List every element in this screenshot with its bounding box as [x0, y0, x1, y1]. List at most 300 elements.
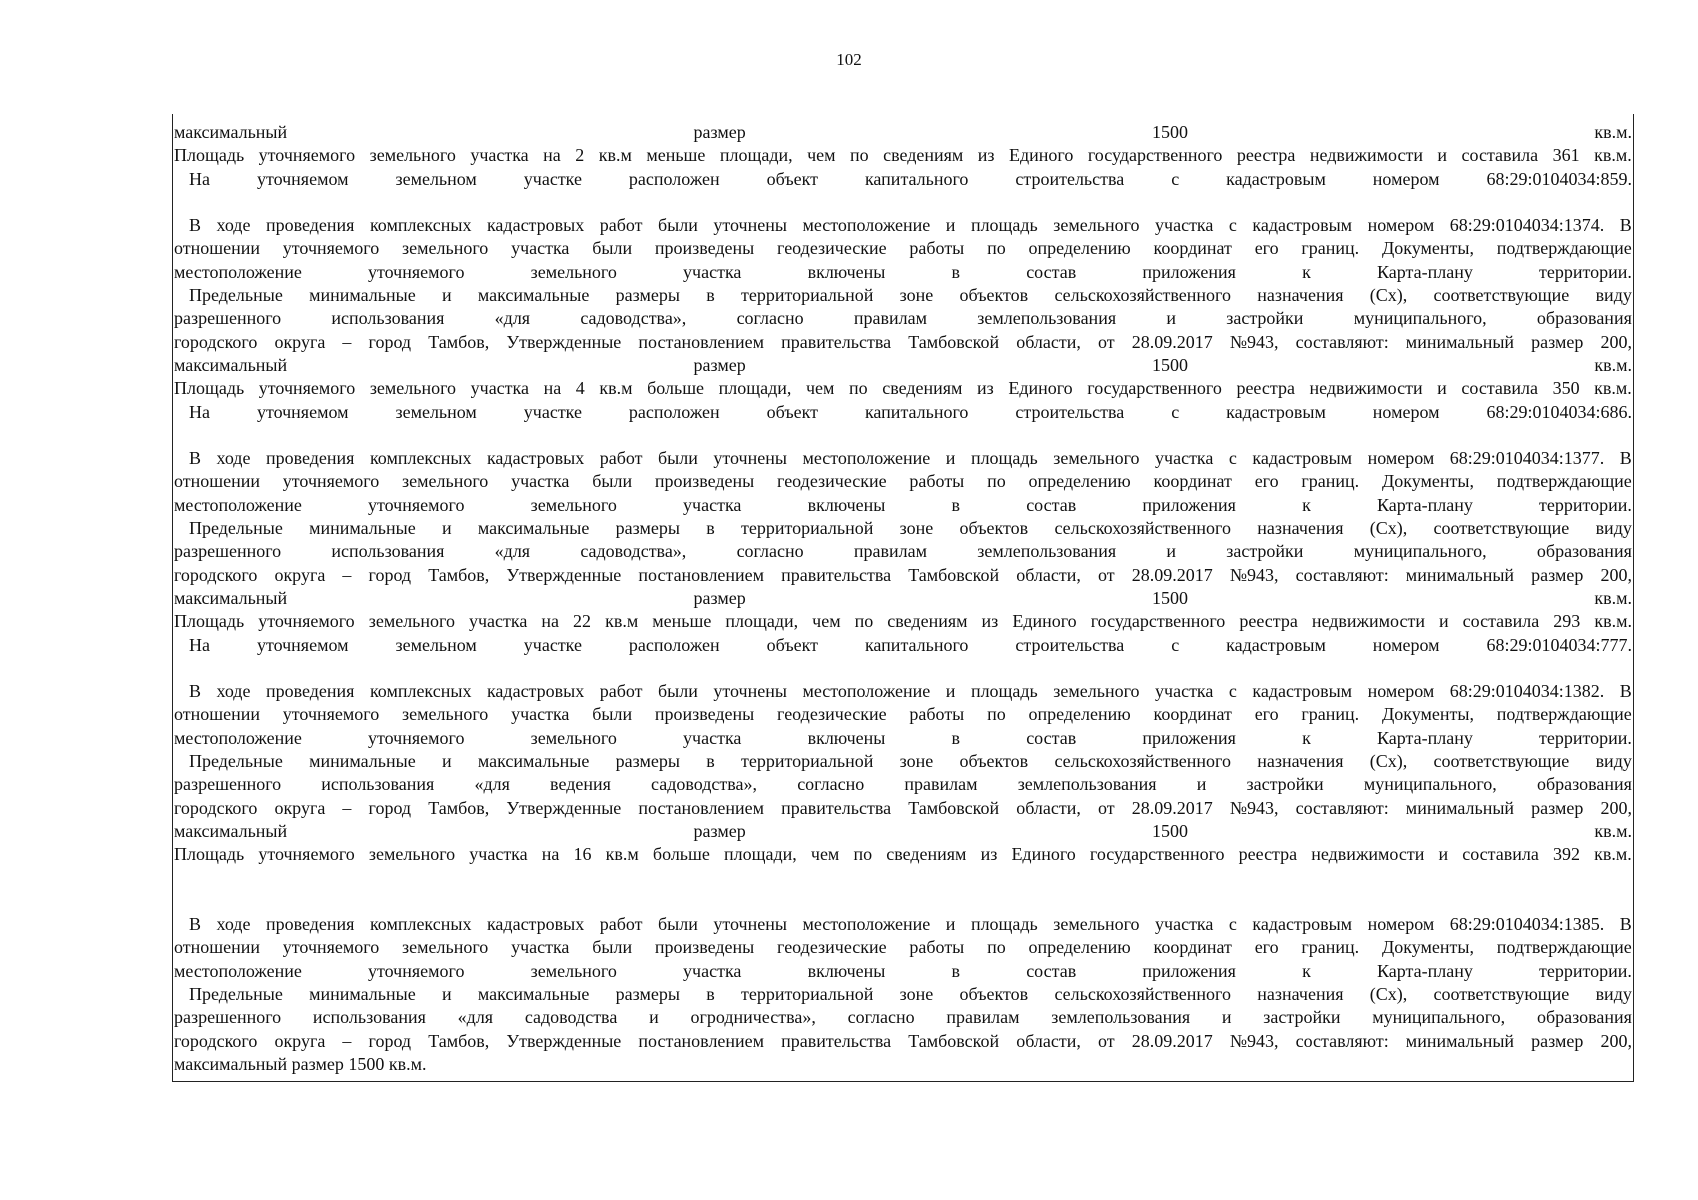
word: согласно: [847, 1007, 915, 1028]
word: «для: [494, 541, 531, 562]
word: правительства: [781, 331, 892, 352]
word: были: [658, 914, 698, 935]
word: земельного: [368, 611, 455, 632]
word: с: [1171, 168, 1180, 189]
word: Утвержденные: [506, 1030, 622, 1051]
word: 28.09.2017: [1131, 564, 1213, 585]
word: государственного: [1087, 378, 1222, 399]
word: по: [854, 611, 874, 632]
word: с: [1171, 401, 1180, 422]
word: ходе: [216, 448, 251, 469]
word: землепользования: [1017, 774, 1157, 795]
text-line: [174, 936, 1632, 959]
word: городского: [174, 797, 258, 818]
word: кадастровых: [486, 681, 585, 702]
word: из: [981, 611, 999, 632]
word: кадастровым: [1226, 634, 1326, 655]
word: его: [1254, 471, 1279, 492]
word: работ: [599, 681, 643, 702]
word: проведения: [265, 448, 355, 469]
word: разрешенного: [174, 1007, 282, 1028]
word: Предельные: [189, 285, 283, 306]
word: размер: [1531, 1030, 1584, 1051]
word: земельного: [1053, 215, 1140, 236]
word: муниципального,: [1353, 541, 1487, 562]
word: на: [541, 611, 560, 632]
word: размер: [693, 820, 746, 841]
word: земельного: [402, 471, 489, 492]
word: В: [189, 448, 202, 469]
word: из: [980, 844, 998, 865]
word: максимальный: [174, 587, 288, 608]
word: 1500: [1152, 354, 1189, 375]
word: Предельные: [189, 518, 283, 539]
text-line: [174, 401, 1632, 424]
word: кв.м: [598, 145, 632, 166]
word: Единого: [1011, 844, 1076, 865]
word: и: [649, 1007, 659, 1028]
word: составила: [1462, 611, 1540, 632]
word: по: [850, 145, 869, 166]
word: кв.м.: [1594, 378, 1632, 399]
word: уточняемого: [368, 727, 465, 748]
word: муниципального,: [1353, 308, 1487, 329]
word: Тамбовской: [908, 797, 1000, 818]
word: максимальный: [174, 122, 288, 142]
word: Тамбовской: [908, 564, 1000, 585]
word: минимальный: [1405, 564, 1515, 585]
word: земельного: [369, 378, 457, 399]
word: участка: [470, 145, 529, 166]
word: участка: [511, 471, 570, 492]
word: земельного: [530, 261, 617, 282]
word: по: [848, 378, 868, 399]
word: номером: [1367, 448, 1435, 469]
word: территории.: [1539, 960, 1632, 981]
word: площади,: [724, 844, 797, 865]
word: и: [1166, 308, 1176, 329]
word: сельскохозяйственного: [1054, 751, 1231, 772]
word: садоводства»,: [580, 308, 687, 329]
word: составила: [1461, 378, 1538, 399]
word: произведены: [654, 937, 755, 958]
word: размеры: [615, 518, 680, 539]
word: земельного: [1053, 914, 1140, 935]
word: координат: [1153, 704, 1232, 725]
word: 200,: [1600, 797, 1632, 818]
word: кадастровых: [486, 448, 585, 469]
word: уточняемом: [256, 168, 349, 189]
word: проведения: [265, 215, 355, 236]
word: границ.: [1301, 238, 1360, 259]
word: площадь: [970, 215, 1038, 236]
word: геодезические: [777, 471, 887, 492]
word: образования: [1536, 774, 1632, 795]
word: Тамбов,: [428, 331, 490, 352]
word: и: [1437, 378, 1447, 399]
word: садоводства»,: [651, 774, 758, 795]
word: уточняемого: [258, 378, 356, 399]
text-line: [174, 447, 1632, 470]
word: В: [1619, 681, 1632, 702]
word: государственного: [1090, 611, 1226, 632]
word: муниципального,: [1363, 774, 1497, 795]
word: участка: [683, 494, 742, 515]
text-line: [174, 564, 1632, 587]
word: размер: [1531, 564, 1584, 585]
text-line: [174, 843, 1632, 866]
word: сельскохозяйственного: [1054, 983, 1231, 1004]
word: соответствующие: [1433, 285, 1570, 306]
word: площади,: [719, 145, 793, 166]
word: по: [987, 471, 1006, 492]
word: отношении: [174, 937, 261, 958]
word: от: [1097, 564, 1115, 585]
word: Единого: [1008, 378, 1073, 399]
word: на: [543, 378, 562, 399]
word: –: [342, 331, 352, 352]
word: области,: [1016, 331, 1081, 352]
word: координат: [1153, 471, 1232, 492]
word: и: [1437, 145, 1448, 166]
word: назначения: [1257, 518, 1344, 539]
word: Документы,: [1381, 471, 1474, 492]
word: сведениям: [887, 611, 968, 632]
word: на: [541, 844, 560, 865]
word: работы: [909, 471, 965, 492]
word: его: [1254, 238, 1279, 259]
word: правительства: [781, 1030, 892, 1051]
word: номером: [1367, 914, 1435, 935]
word: Документы,: [1381, 238, 1474, 259]
word: и: [945, 914, 956, 935]
word: (Сх),: [1369, 518, 1408, 539]
word: 28.09.2017: [1131, 797, 1213, 818]
word: 361: [1552, 145, 1580, 166]
word: №943,: [1229, 1030, 1279, 1051]
word: 16: [573, 844, 592, 865]
word: «для: [494, 308, 531, 329]
word: уточнены: [713, 681, 787, 702]
word: зоне: [899, 751, 934, 772]
word: 68:29:0104034:1374.: [1449, 215, 1605, 236]
word: земельного: [368, 844, 456, 865]
word: максимальные: [477, 285, 590, 306]
word: зоне: [899, 518, 934, 539]
word: размер: [693, 354, 746, 375]
word: уточняемом: [256, 401, 349, 422]
word: и: [1438, 611, 1449, 632]
word: состав: [1026, 727, 1077, 748]
word: в: [706, 518, 715, 539]
word: разрешенного: [174, 308, 282, 329]
word: Площадь: [174, 145, 245, 166]
word: На: [189, 168, 210, 189]
word: по: [987, 238, 1006, 259]
word: размеры: [615, 751, 680, 772]
word: недвижимости: [1309, 145, 1423, 166]
word: (Сх),: [1369, 751, 1408, 772]
word: чем: [805, 378, 835, 399]
word: земельного: [530, 960, 617, 981]
word: кадастровым: [1252, 681, 1353, 702]
text-line: [174, 1006, 1632, 1029]
word: объект: [766, 168, 818, 189]
word: участке: [523, 168, 582, 189]
word: –: [342, 797, 352, 818]
word: соответствующие: [1433, 983, 1570, 1004]
word: с: [1228, 448, 1237, 469]
word: минимальные: [309, 983, 416, 1004]
word: координат: [1153, 238, 1232, 259]
word: произведены: [654, 704, 755, 725]
word: комплексных: [369, 914, 472, 935]
word: максимальный: [174, 354, 288, 375]
word: определению: [1028, 238, 1131, 259]
word: составляют:: [1295, 331, 1389, 352]
word: к: [1302, 494, 1311, 515]
word: Единого: [1009, 145, 1074, 166]
word: и: [945, 448, 956, 469]
text-line: [174, 470, 1632, 493]
word: работ: [599, 448, 643, 469]
paragraph-gap: [174, 424, 1632, 447]
word: произведены: [654, 238, 755, 259]
word: местоположение: [802, 448, 931, 469]
word: и: [945, 681, 956, 702]
word: землепользования: [977, 541, 1117, 562]
word: участка: [683, 727, 742, 748]
word: приложения: [1142, 261, 1236, 282]
word: участке: [523, 634, 582, 655]
word: максимальный: [174, 820, 288, 841]
word: по: [987, 937, 1006, 958]
word: границ.: [1301, 704, 1360, 725]
word: комплексных: [369, 681, 472, 702]
word: размер: [1531, 331, 1584, 352]
word: недвижимости: [1311, 611, 1425, 632]
word: номером: [1372, 168, 1440, 189]
word: 68:29:0104034:1377.: [1449, 448, 1605, 469]
text-line: [174, 540, 1632, 563]
word: образования: [1536, 1007, 1632, 1028]
word: 2: [575, 145, 585, 166]
word: уточняемого: [258, 611, 355, 632]
word: виду: [1595, 285, 1632, 306]
word: территориальной: [741, 983, 874, 1004]
word: местоположение: [174, 261, 302, 282]
word: произведены: [654, 471, 755, 492]
word: 350: [1552, 378, 1580, 399]
word: уточняемого: [282, 238, 380, 259]
word: границ.: [1301, 471, 1360, 492]
word: состав: [1026, 494, 1077, 515]
word: номером: [1367, 215, 1435, 236]
word: в: [951, 494, 961, 515]
word: виду: [1595, 983, 1632, 1004]
word: работ: [599, 914, 643, 935]
word: чем: [810, 844, 840, 865]
word: землепользования: [1051, 1007, 1191, 1028]
word: виду: [1595, 751, 1632, 772]
word: чем: [807, 145, 836, 166]
word: и: [441, 983, 452, 1004]
word: правительства: [781, 564, 892, 585]
word: включены: [807, 494, 886, 515]
word: сельскохозяйственного: [1054, 518, 1231, 539]
text-line: [174, 1030, 1632, 1053]
word: чем: [812, 611, 841, 632]
word: реестра: [1236, 378, 1295, 399]
word: Утвержденные: [506, 564, 622, 585]
word: минимальный: [1405, 331, 1515, 352]
word: Тамбовской: [908, 331, 1000, 352]
word: правилам: [853, 541, 927, 562]
word: кадастровых: [486, 215, 585, 236]
word: составляют:: [1295, 564, 1389, 585]
word: округа: [274, 797, 326, 818]
word: реестра: [1236, 145, 1296, 166]
word: ходе: [216, 681, 251, 702]
word: работ: [599, 215, 643, 236]
word: назначения: [1257, 285, 1344, 306]
word: к: [1302, 727, 1311, 748]
word: подтверждающие: [1496, 704, 1632, 725]
word: минимальные: [309, 518, 416, 539]
text-line: [174, 820, 1632, 843]
word: Тамбовской: [908, 1030, 1000, 1051]
word: земельного: [530, 494, 617, 515]
word: В: [189, 215, 202, 236]
word: и: [945, 215, 956, 236]
word: капитального: [864, 401, 969, 422]
word: земельного: [1053, 681, 1140, 702]
word: максимальные: [477, 518, 590, 539]
word: расположен: [628, 168, 720, 189]
word: размеры: [615, 983, 680, 1004]
word: садоводства: [524, 1007, 618, 1028]
word: включены: [807, 727, 886, 748]
text-line: [174, 960, 1632, 983]
word: уточняемого: [282, 704, 380, 725]
word: координат: [1153, 937, 1232, 958]
word: из: [977, 145, 995, 166]
word: области,: [1016, 797, 1081, 818]
word: 4: [575, 378, 585, 399]
word: Предельные: [189, 983, 283, 1004]
word: образования: [1536, 541, 1632, 562]
word: его: [1254, 937, 1279, 958]
word: уточняемого: [368, 960, 465, 981]
word: участка: [683, 960, 742, 981]
word: Карта-плану: [1377, 261, 1473, 282]
word: в: [706, 983, 715, 1004]
word: уточняемого: [368, 261, 465, 282]
word: правилам: [946, 1007, 1020, 1028]
word: максимальные: [477, 983, 590, 1004]
word: «для: [474, 774, 510, 795]
word: территориальной: [741, 285, 874, 306]
word: участка: [511, 238, 570, 259]
word: 1500: [1152, 820, 1189, 841]
text-line: [174, 144, 1632, 167]
word: уточняемом: [256, 634, 349, 655]
word: кадастровым: [1252, 215, 1353, 236]
word: подтверждающие: [1496, 471, 1632, 492]
word: площадь: [970, 448, 1038, 469]
word: постановлением: [638, 1030, 765, 1051]
word: минимальные: [309, 751, 416, 772]
word: использования: [312, 1007, 426, 1028]
word: к: [1302, 960, 1311, 981]
word: В: [189, 681, 202, 702]
word: кв.м.: [1594, 844, 1632, 865]
paragraph-block: [174, 214, 1632, 424]
word: в: [706, 285, 715, 306]
word: строительства: [1015, 634, 1125, 655]
text-line: [174, 331, 1632, 354]
word: реестра: [1239, 611, 1298, 632]
word: Площадь: [174, 844, 245, 865]
word: 200,: [1600, 1030, 1632, 1051]
text-line: [174, 680, 1632, 703]
word: уточняемого: [258, 145, 356, 166]
word: разрешенного: [174, 774, 282, 795]
word: размеры: [615, 285, 680, 306]
word: с: [1171, 634, 1180, 655]
word: участке: [523, 401, 582, 422]
word: кв.м.: [1594, 145, 1632, 166]
text-line: [174, 727, 1632, 750]
word: составляют:: [1295, 797, 1389, 818]
word: территории.: [1539, 261, 1632, 282]
word: отношении: [174, 238, 261, 259]
text-line: [174, 1053, 1632, 1076]
word: уточнены: [713, 448, 787, 469]
word: Утвержденные: [506, 797, 622, 818]
word: и: [1166, 541, 1176, 562]
text-line: [174, 284, 1632, 307]
word: и: [441, 751, 452, 772]
word: образования: [1536, 308, 1632, 329]
word: округа: [274, 1030, 326, 1051]
word: Документы,: [1381, 937, 1474, 958]
word: участка: [683, 261, 742, 282]
word: подтверждающие: [1496, 238, 1632, 259]
word: застройки: [1226, 541, 1304, 562]
word: городского: [174, 1030, 258, 1051]
word: меньше: [652, 611, 712, 632]
word: приложения: [1142, 960, 1236, 981]
word: были: [658, 215, 698, 236]
text-line: [174, 797, 1632, 820]
word: (Сх),: [1369, 983, 1408, 1004]
word: капитального: [864, 634, 969, 655]
word: уточняемого: [258, 844, 355, 865]
paragraph-block: [174, 913, 1632, 1076]
word: участка: [1155, 681, 1214, 702]
word: территории.: [1539, 727, 1632, 748]
word: городского: [174, 564, 258, 585]
paragraph-gap: [174, 191, 1632, 214]
word: Единого: [1012, 611, 1077, 632]
word: участка: [1155, 914, 1214, 935]
word: и: [1221, 1007, 1232, 1028]
text-line: [174, 214, 1632, 237]
word: 293: [1553, 611, 1581, 632]
word: геодезические: [777, 238, 887, 259]
text-line: [174, 750, 1632, 773]
